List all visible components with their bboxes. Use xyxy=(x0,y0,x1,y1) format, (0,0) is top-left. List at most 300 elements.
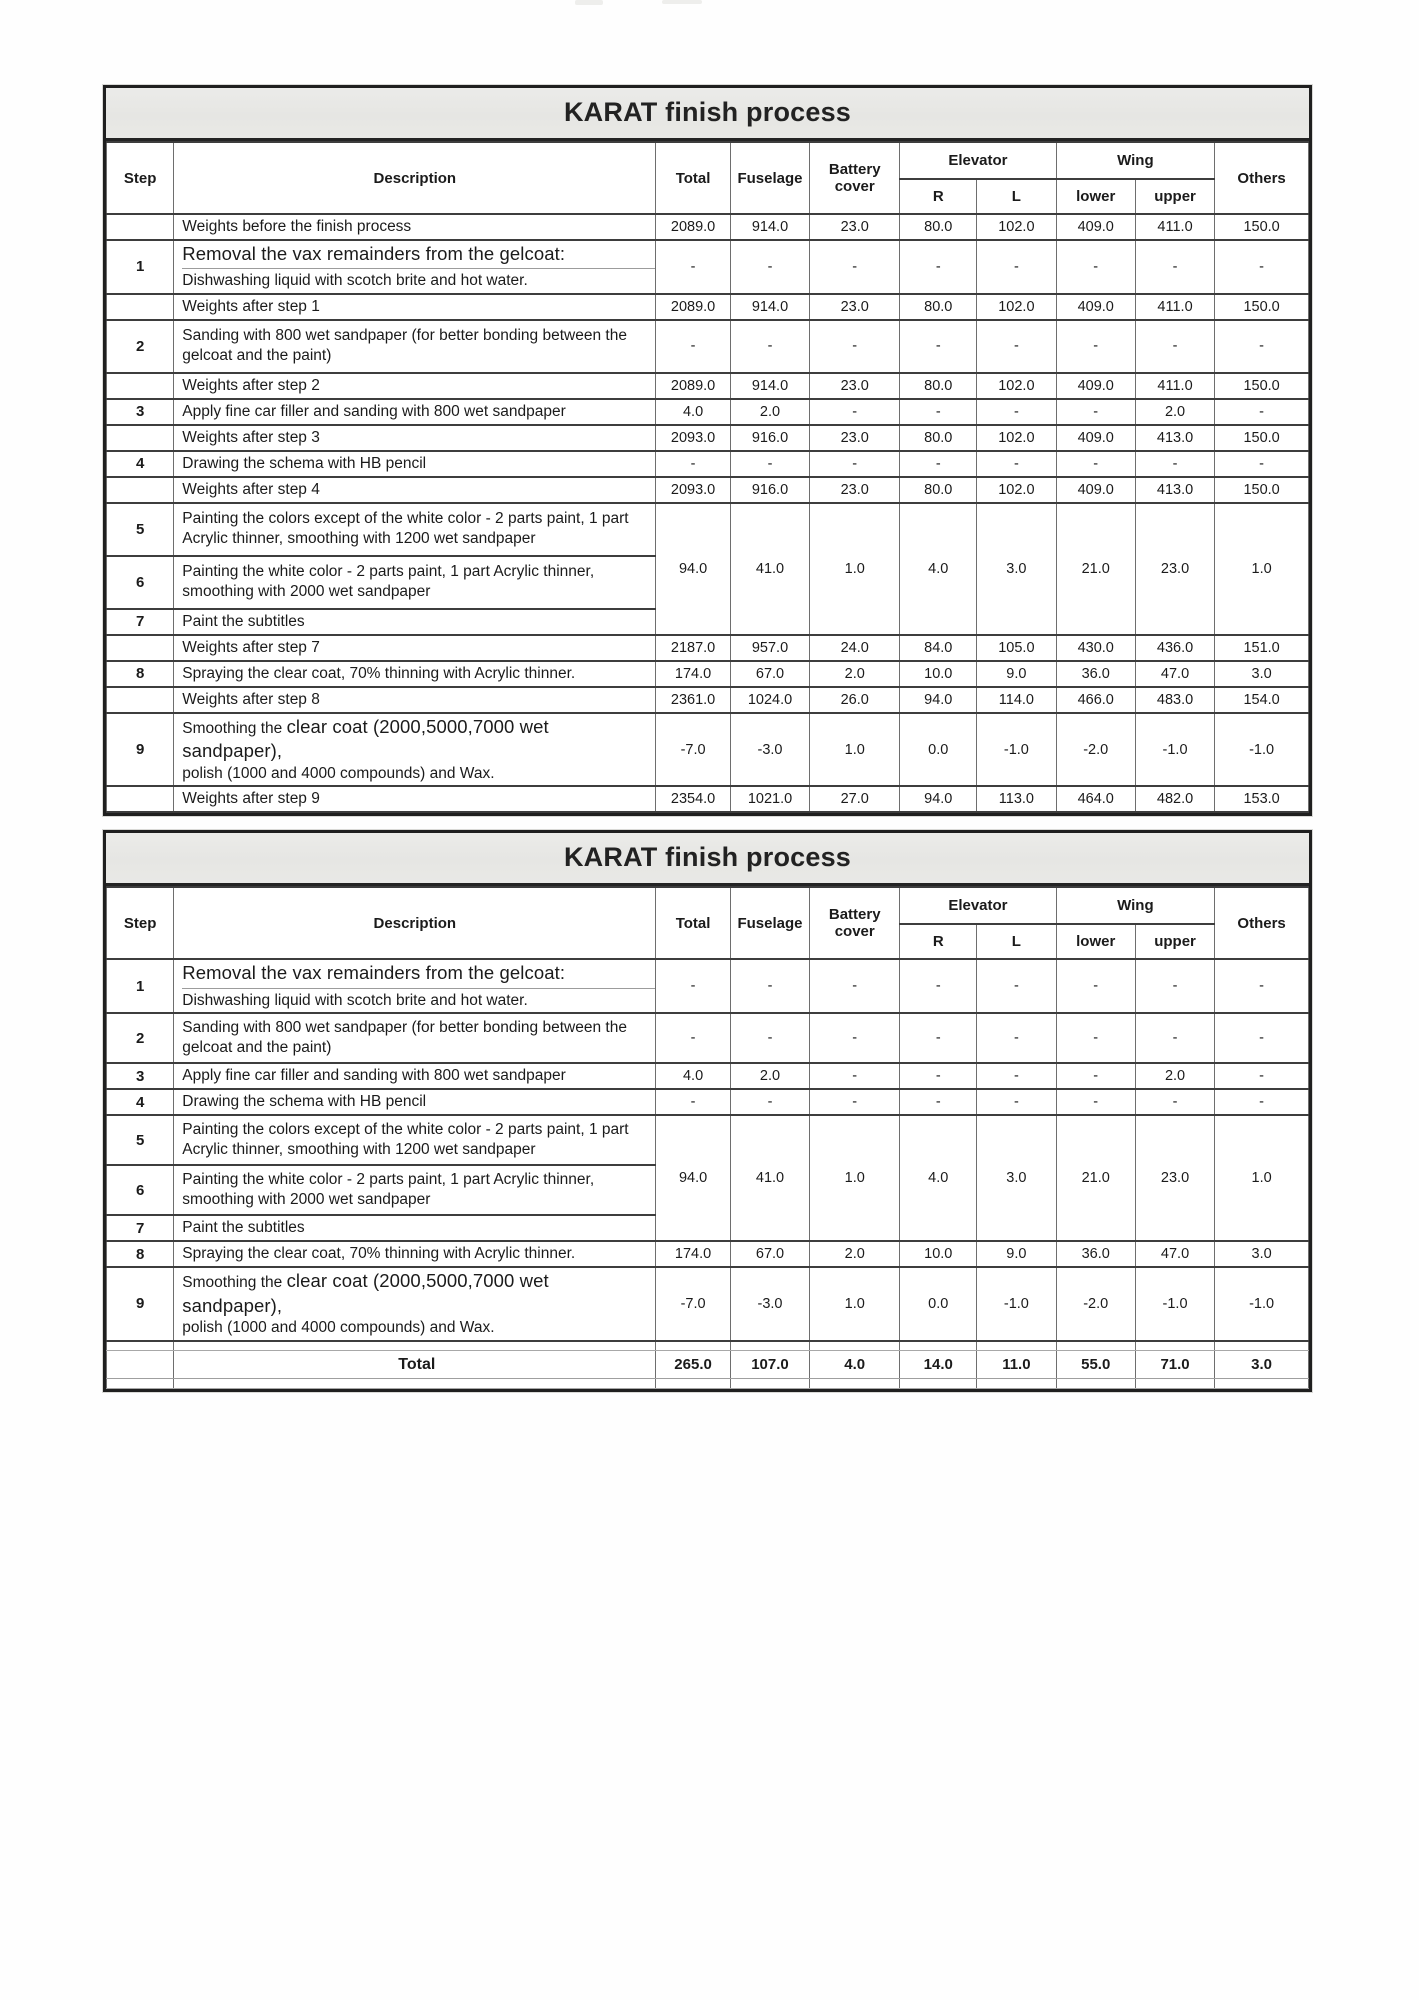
value-cell: - xyxy=(900,451,977,477)
value-cell: - xyxy=(977,399,1056,425)
description-text: polish (1000 and 4000 compounds) and Wax. xyxy=(182,1319,495,1337)
description-text: Painting the colors except of the white color - 2 parts paint, 1 part Acrylic thinner, smoothing with 1200 wet sandpaper xyxy=(182,509,629,548)
step-cell: 4 xyxy=(107,1089,174,1115)
description-line xyxy=(182,715,651,764)
value-cell: - xyxy=(1135,240,1214,294)
value-cell: 150.0 xyxy=(1215,214,1309,240)
value-cell: 4.0 xyxy=(900,503,977,635)
value-cell: - xyxy=(730,320,809,373)
value-cell: 47.0 xyxy=(1135,661,1214,687)
value-cell: 411.0 xyxy=(1135,294,1214,320)
value-cell: 9.0 xyxy=(977,1241,1056,1267)
spacer-row xyxy=(107,1379,1309,1389)
value-cell xyxy=(810,1379,900,1389)
step-row xyxy=(107,503,1309,556)
step-cell: 2 xyxy=(107,1013,174,1063)
value-cell: - xyxy=(1056,399,1135,425)
step-cell: 5 xyxy=(107,1115,174,1165)
value-cell: - xyxy=(1056,320,1135,373)
description-text: Painting the white color - 2 parts paint, 1 part Acrylic thinner, smoothing with 2000 wet sandpaper xyxy=(182,1170,595,1209)
description-text: Spraying the clear coat, 70% thinning with Acrylic thinner. xyxy=(182,1244,576,1262)
description-cell: Weights after step 9 xyxy=(174,786,656,812)
description-line xyxy=(182,1218,651,1238)
step-cell: 8 xyxy=(107,1241,174,1267)
value-cell: 1021.0 xyxy=(730,786,809,812)
value-cell: 41.0 xyxy=(730,503,809,635)
description-text: Spraying the clear coat, 70% thinning with Acrylic thinner. xyxy=(182,664,576,682)
weights-row xyxy=(107,786,1309,812)
step-row xyxy=(107,240,1309,294)
value-cell: 482.0 xyxy=(1135,786,1214,812)
value-cell: 409.0 xyxy=(1056,373,1135,399)
value-cell: -1.0 xyxy=(1215,713,1309,786)
step-row xyxy=(107,399,1309,425)
value-cell: 1.0 xyxy=(810,503,900,635)
step-cell: 3 xyxy=(107,399,174,425)
value-cell: - xyxy=(900,959,977,1013)
description-text: Smoothing the xyxy=(182,719,287,737)
value-cell: - xyxy=(977,451,1056,477)
value-cell: 409.0 xyxy=(1056,425,1135,451)
scan-smudge xyxy=(662,0,702,4)
value-cell xyxy=(656,1379,731,1389)
value-cell: 14.0 xyxy=(900,1351,977,1379)
description-line xyxy=(182,562,651,603)
description-cell xyxy=(174,661,656,687)
value-cell: - xyxy=(1215,399,1309,425)
col-battery-cover-header-line: Battery xyxy=(828,906,881,924)
value-cell: - xyxy=(977,320,1056,373)
value-cell: 153.0 xyxy=(1215,786,1309,812)
value-cell: 411.0 xyxy=(1135,214,1214,240)
description-line xyxy=(182,454,651,474)
value-cell: 102.0 xyxy=(977,425,1056,451)
step-cell: 6 xyxy=(107,1165,174,1215)
description-text: Paint the subtitles xyxy=(182,1218,305,1236)
col-wing-lower-header: lower xyxy=(1056,924,1135,959)
col-wing-upper-header: upper xyxy=(1135,924,1214,959)
value-cell: - xyxy=(1056,1089,1135,1115)
value-cell: - xyxy=(730,240,809,294)
value-cell: 10.0 xyxy=(900,1241,977,1267)
value-cell: - xyxy=(1215,320,1309,373)
description-text: Drawing the schema with HB pencil xyxy=(182,1092,427,1110)
value-cell: - xyxy=(900,320,977,373)
value-cell xyxy=(900,1379,977,1389)
step-row xyxy=(107,1089,1309,1115)
description-cell xyxy=(174,1215,656,1241)
value-cell: 1.0 xyxy=(810,1267,900,1340)
description-cell xyxy=(174,240,656,294)
value-cell: - xyxy=(730,1013,809,1063)
value-cell: - xyxy=(810,240,900,294)
description-text: Drawing the schema with HB pencil xyxy=(182,454,427,472)
value-cell: 1.0 xyxy=(1215,1115,1309,1241)
step-cell: 2 xyxy=(107,320,174,373)
value-cell: 2093.0 xyxy=(656,425,731,451)
value-cell: 80.0 xyxy=(900,214,977,240)
value-cell: - xyxy=(977,1013,1056,1063)
description-line xyxy=(182,664,651,684)
value-cell xyxy=(810,1341,900,1351)
col-wing-lower-header: lower xyxy=(1056,179,1135,214)
value-cell: 265.0 xyxy=(656,1351,731,1379)
value-cell: 27.0 xyxy=(810,786,900,812)
col-elevator-header: Elevator xyxy=(900,142,1056,179)
description-line xyxy=(182,1120,651,1161)
value-cell: 3.0 xyxy=(1215,1241,1309,1267)
value-cell: 3.0 xyxy=(1215,661,1309,687)
step-row xyxy=(107,451,1309,477)
value-cell: 2.0 xyxy=(730,399,809,425)
value-cell: 2187.0 xyxy=(656,635,731,661)
value-cell: -7.0 xyxy=(656,1267,731,1340)
value-cell: 23.0 xyxy=(1135,503,1214,635)
value-cell: -1.0 xyxy=(977,713,1056,786)
step-cell: 1 xyxy=(107,959,174,1013)
step-cell: 7 xyxy=(107,1215,174,1241)
value-cell: 916.0 xyxy=(730,425,809,451)
value-cell: - xyxy=(730,451,809,477)
value-cell: 151.0 xyxy=(1215,635,1309,661)
value-cell: - xyxy=(810,1013,900,1063)
value-cell: 1.0 xyxy=(810,713,900,786)
step-cell: 6 xyxy=(107,556,174,609)
value-cell: -3.0 xyxy=(730,1267,809,1340)
step-cell: 4 xyxy=(107,451,174,477)
value-cell: 4.0 xyxy=(810,1351,900,1379)
value-cell: 413.0 xyxy=(1135,425,1214,451)
value-cell: 67.0 xyxy=(730,1241,809,1267)
step-cell xyxy=(107,214,174,240)
value-cell: - xyxy=(1135,1089,1214,1115)
value-cell: - xyxy=(977,240,1056,294)
header-row-top xyxy=(107,887,1309,924)
col-fuselage-header: Fuselage xyxy=(730,887,809,959)
description-text: Apply fine car filler and sanding with 800 wet sandpaper xyxy=(182,1066,566,1084)
value-cell xyxy=(730,1379,809,1389)
weights-row xyxy=(107,425,1309,451)
step-cell: 9 xyxy=(107,1267,174,1340)
description-text: clear coat (2000,5000,7000 wet sandpaper), xyxy=(182,1270,549,1316)
total-label-cell: Total xyxy=(174,1351,656,1379)
value-cell: 71.0 xyxy=(1135,1351,1214,1379)
value-cell: 2089.0 xyxy=(656,373,731,399)
table-title: KARAT finish process xyxy=(106,88,1309,141)
description-line xyxy=(182,1092,651,1112)
value-cell: 914.0 xyxy=(730,214,809,240)
value-cell: -1.0 xyxy=(977,1267,1056,1340)
value-cell: 67.0 xyxy=(730,661,809,687)
step-cell xyxy=(107,786,174,812)
value-cell: 957.0 xyxy=(730,635,809,661)
value-cell: -1.0 xyxy=(1135,1267,1214,1340)
value-cell: 36.0 xyxy=(1056,661,1135,687)
description-line xyxy=(182,402,651,422)
col-battery-cover-header xyxy=(810,887,900,959)
col-elevator-r-header: R xyxy=(900,924,977,959)
finish-process-table xyxy=(106,886,1309,1389)
value-cell: 914.0 xyxy=(730,373,809,399)
value-cell: - xyxy=(730,959,809,1013)
value-cell xyxy=(1215,1379,1309,1389)
step-cell xyxy=(107,1341,174,1351)
value-cell: 105.0 xyxy=(977,635,1056,661)
col-others-header: Others xyxy=(1215,142,1309,214)
value-cell: - xyxy=(1215,1089,1309,1115)
col-battery-cover-header-line: Battery xyxy=(828,160,881,178)
value-cell xyxy=(977,1341,1056,1351)
value-cell: 409.0 xyxy=(1056,477,1135,503)
description-cell xyxy=(174,1267,656,1340)
description-cell xyxy=(174,503,656,556)
col-wing-upper-header: upper xyxy=(1135,179,1214,214)
value-cell: 114.0 xyxy=(977,687,1056,713)
step-row xyxy=(107,1063,1309,1089)
value-cell: 102.0 xyxy=(977,373,1056,399)
table-header xyxy=(107,142,1309,214)
table-header xyxy=(107,887,1309,959)
value-cell: - xyxy=(1135,1013,1214,1063)
value-cell: 107.0 xyxy=(730,1351,809,1379)
value-cell: 2.0 xyxy=(1135,1063,1214,1089)
step-cell: 3 xyxy=(107,1063,174,1089)
value-cell: - xyxy=(1056,240,1135,294)
value-cell: 4.0 xyxy=(656,1063,731,1089)
description-cell xyxy=(174,1379,656,1389)
description-line xyxy=(182,764,651,784)
col-battery-cover-header-line: cover xyxy=(834,178,875,195)
value-cell: 23.0 xyxy=(810,425,900,451)
value-cell: 113.0 xyxy=(977,786,1056,812)
value-cell: -1.0 xyxy=(1135,713,1214,786)
description-cell: Weights after step 8 xyxy=(174,687,656,713)
value-cell: - xyxy=(810,959,900,1013)
description-text: Paint the subtitles xyxy=(182,612,305,630)
description-line xyxy=(182,612,651,632)
value-cell: 150.0 xyxy=(1215,373,1309,399)
value-cell: 2089.0 xyxy=(656,214,731,240)
value-cell xyxy=(900,1341,977,1351)
value-cell: 94.0 xyxy=(900,786,977,812)
description-line xyxy=(182,271,651,291)
value-cell: -3.0 xyxy=(730,713,809,786)
step-cell xyxy=(107,687,174,713)
value-cell xyxy=(730,1341,809,1351)
description-cell: Weights after step 3 xyxy=(174,425,656,451)
value-cell: -1.0 xyxy=(1215,1267,1309,1340)
description-cell xyxy=(174,609,656,635)
description-cell: Weights after step 1 xyxy=(174,294,656,320)
value-cell: - xyxy=(810,451,900,477)
description-line xyxy=(182,1269,651,1318)
value-cell: 916.0 xyxy=(730,477,809,503)
value-cell: - xyxy=(977,959,1056,1013)
col-step-header: Step xyxy=(107,142,174,214)
weights-row xyxy=(107,373,1309,399)
value-cell: - xyxy=(656,959,731,1013)
step-cell: 1 xyxy=(107,240,174,294)
description-line xyxy=(182,961,655,988)
description-cell xyxy=(174,1115,656,1165)
description-text: Painting the colors except of the white color - 2 parts paint, 1 part Acrylic thinner, smoothing with 1200 wet sandpaper xyxy=(182,1120,629,1159)
value-cell: - xyxy=(810,1063,900,1089)
value-cell: - xyxy=(1215,1013,1309,1063)
step-row xyxy=(107,661,1309,687)
col-battery-cover-header-line: cover xyxy=(834,923,875,941)
value-cell: 23.0 xyxy=(810,214,900,240)
description-line xyxy=(182,1244,651,1264)
value-cell: 0.0 xyxy=(900,713,977,786)
step-cell: 8 xyxy=(107,661,174,687)
step-cell: 7 xyxy=(107,609,174,635)
table-body xyxy=(107,214,1309,812)
weights-row xyxy=(107,294,1309,320)
step-row xyxy=(107,713,1309,786)
description-text: Dishwashing liquid with scotch brite and hot water. xyxy=(182,272,528,290)
description-cell xyxy=(174,1089,656,1115)
value-cell: 3.0 xyxy=(1215,1351,1309,1379)
step-row xyxy=(107,959,1309,1013)
description-cell: Weights after step 2 xyxy=(174,373,656,399)
value-cell: 26.0 xyxy=(810,687,900,713)
value-cell: - xyxy=(900,1089,977,1115)
value-cell: 80.0 xyxy=(900,373,977,399)
value-cell: -2.0 xyxy=(1056,1267,1135,1340)
value-cell: 94.0 xyxy=(900,687,977,713)
value-cell: 150.0 xyxy=(1215,425,1309,451)
step-cell xyxy=(107,294,174,320)
value-cell: 102.0 xyxy=(977,214,1056,240)
weights-row xyxy=(107,635,1309,661)
description-cell xyxy=(174,713,656,786)
value-cell: - xyxy=(900,240,977,294)
value-cell: 2.0 xyxy=(730,1063,809,1089)
description-text: Sanding with 800 wet sandpaper (for better bonding between the gelcoat and the paint) xyxy=(182,326,627,365)
value-cell: 466.0 xyxy=(1056,687,1135,713)
col-elevator-r-header: R xyxy=(900,179,977,214)
description-cell xyxy=(174,1341,656,1351)
step-row xyxy=(107,1115,1309,1165)
value-cell: 2.0 xyxy=(1135,399,1214,425)
value-cell: - xyxy=(656,1013,731,1063)
value-cell: - xyxy=(810,399,900,425)
value-cell: 23.0 xyxy=(810,294,900,320)
value-cell: 10.0 xyxy=(900,661,977,687)
value-cell: 154.0 xyxy=(1215,687,1309,713)
col-step-header: Step xyxy=(107,887,174,959)
col-elevator-header: Elevator xyxy=(900,887,1056,924)
value-cell: - xyxy=(1056,1063,1135,1089)
col-description-header: Description xyxy=(174,887,656,959)
value-cell: 1.0 xyxy=(1215,503,1309,635)
value-cell: 23.0 xyxy=(810,477,900,503)
value-cell: 21.0 xyxy=(1056,1115,1135,1241)
value-cell: 436.0 xyxy=(1135,635,1214,661)
description-line xyxy=(182,1318,651,1338)
step-cell xyxy=(107,373,174,399)
value-cell: 80.0 xyxy=(900,425,977,451)
step-cell xyxy=(107,1379,174,1389)
value-cell: 21.0 xyxy=(1056,503,1135,635)
step-cell xyxy=(107,1351,174,1379)
value-cell: - xyxy=(656,240,731,294)
value-cell: 0.0 xyxy=(900,1267,977,1340)
finish-process-table xyxy=(106,141,1309,813)
value-cell: 2.0 xyxy=(810,1241,900,1267)
value-cell xyxy=(656,1341,731,1351)
value-cell: - xyxy=(1215,451,1309,477)
value-cell: 23.0 xyxy=(810,373,900,399)
value-cell: 409.0 xyxy=(1056,294,1135,320)
value-cell: 94.0 xyxy=(656,503,731,635)
value-cell: 47.0 xyxy=(1135,1241,1214,1267)
col-wing-header: Wing xyxy=(1056,142,1215,179)
description-line xyxy=(182,1170,651,1211)
value-cell xyxy=(1135,1379,1214,1389)
step-row xyxy=(107,320,1309,373)
description-cell xyxy=(174,1165,656,1215)
value-cell: 2.0 xyxy=(810,661,900,687)
value-cell xyxy=(977,1379,1056,1389)
value-cell: - xyxy=(1056,451,1135,477)
step-cell: 5 xyxy=(107,503,174,556)
value-cell: 84.0 xyxy=(900,635,977,661)
value-cell: 11.0 xyxy=(977,1351,1056,1379)
value-cell: 9.0 xyxy=(977,661,1056,687)
description-line xyxy=(182,1066,651,1086)
description-cell xyxy=(174,1241,656,1267)
value-cell: 2093.0 xyxy=(656,477,731,503)
value-cell: 2361.0 xyxy=(656,687,731,713)
description-cell xyxy=(174,451,656,477)
weights-row xyxy=(107,687,1309,713)
col-total-header: Total xyxy=(656,887,731,959)
description-text: Apply fine car filler and sanding with 800 wet sandpaper xyxy=(182,402,566,420)
value-cell: 4.0 xyxy=(900,1115,977,1241)
description-cell: Weights after step 4 xyxy=(174,477,656,503)
col-elevator-l-header: L xyxy=(977,179,1056,214)
weights-row xyxy=(107,214,1309,240)
value-cell: 2354.0 xyxy=(656,786,731,812)
value-cell: 413.0 xyxy=(1135,477,1214,503)
col-others-header: Others xyxy=(1215,887,1309,959)
value-cell: - xyxy=(656,1089,731,1115)
value-cell: 409.0 xyxy=(1056,214,1135,240)
description-cell: Weights before the finish process xyxy=(174,214,656,240)
description-line xyxy=(182,326,651,367)
value-cell: - xyxy=(1135,320,1214,373)
value-cell: 4.0 xyxy=(656,399,731,425)
weights-row xyxy=(107,477,1309,503)
value-cell: 41.0 xyxy=(730,1115,809,1241)
spacer-row xyxy=(107,1341,1309,1351)
step-row xyxy=(107,1241,1309,1267)
value-cell: - xyxy=(977,1089,1056,1115)
value-cell: 174.0 xyxy=(656,1241,731,1267)
karat-finish-table-2 xyxy=(103,830,1312,1392)
value-cell: 102.0 xyxy=(977,294,1056,320)
value-cell: - xyxy=(1215,240,1309,294)
value-cell xyxy=(1056,1341,1135,1351)
value-cell: -2.0 xyxy=(1056,713,1135,786)
value-cell xyxy=(1056,1379,1135,1389)
description-text: Sanding with 800 wet sandpaper (for better bonding between the gelcoat and the paint) xyxy=(182,1018,627,1057)
scan-smudge xyxy=(575,0,603,5)
value-cell: - xyxy=(1215,959,1309,1013)
value-cell: - xyxy=(1135,451,1214,477)
value-cell: 914.0 xyxy=(730,294,809,320)
